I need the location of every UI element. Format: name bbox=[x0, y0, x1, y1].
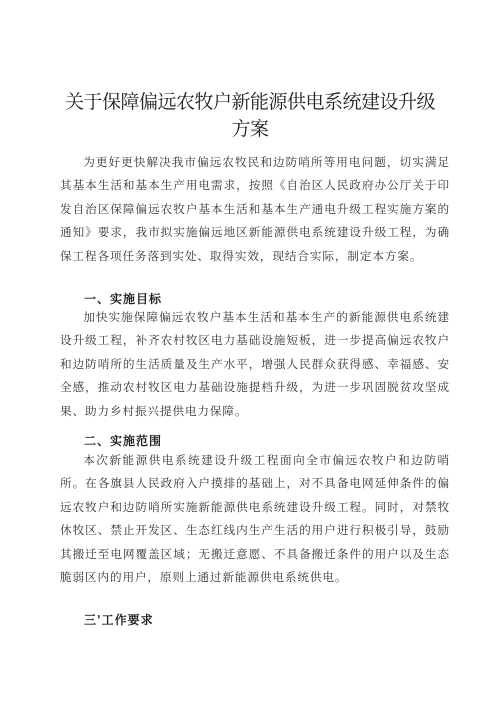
document-title-line2: 方案 bbox=[231, 118, 269, 140]
section-body-goals: 加快实施保障偏远农牧户基本生活和基本生产的新能源供电系统建设升级工程，补齐农村牧区电力基础设施短板，进一步提高偏远农牧户和边防哨所的生活质量及生产水平，增强人民群众获得感、幸福感、安全感，推动农村牧区电力基础设施提档升级，为进一步巩固脱贫攻坚成果、助力乡村振兴提供电力保障。 bbox=[60, 310, 450, 418]
intro-paragraph: 为更好更快解决我市偏远农牧民和边防哨所等用电问题，切实满足其基本生活和基本生产用电需求，按照《自治区人民政府办公厅关于印发自治区保障偏远农牧户基本生活和基本生产通电升级工程实施方案的通知》要求，我市拟实施偏远地区新能源供电系统建设升级工程，为确保工程各项任务落到实处、取得实效，现结合实际，制定本方案。 bbox=[60, 155, 450, 263]
section-body-scope: 本次新能源供电系统建设升级工程面向全市偏远农牧户和边防哨所。在各旗县人民政府入户摸排的基础上，对不具备电网延伸条件的偏远农牧户和边防哨所实施新能源供电系统建设升级工程。同时，对禁牧休牧区、禁止开发区、生态红线内生产生活的用户进行积极引导，鼓励其搬迁至电网覆盖区域；无搬迁意愿、不具备搬迁条件的用户以及生态脆弱区内的用户，原则上通过新能源供电系统供电。 bbox=[60, 453, 450, 585]
section-heading-scope: 二、实施范围 bbox=[84, 434, 163, 448]
document-title-line1: 关于保障偏远农牧户新能源供电系统建设升级 bbox=[64, 91, 435, 113]
section-heading-goals: 一、实施目标 bbox=[84, 292, 163, 306]
section-heading-requirements: 三'工作要求 bbox=[84, 613, 154, 627]
